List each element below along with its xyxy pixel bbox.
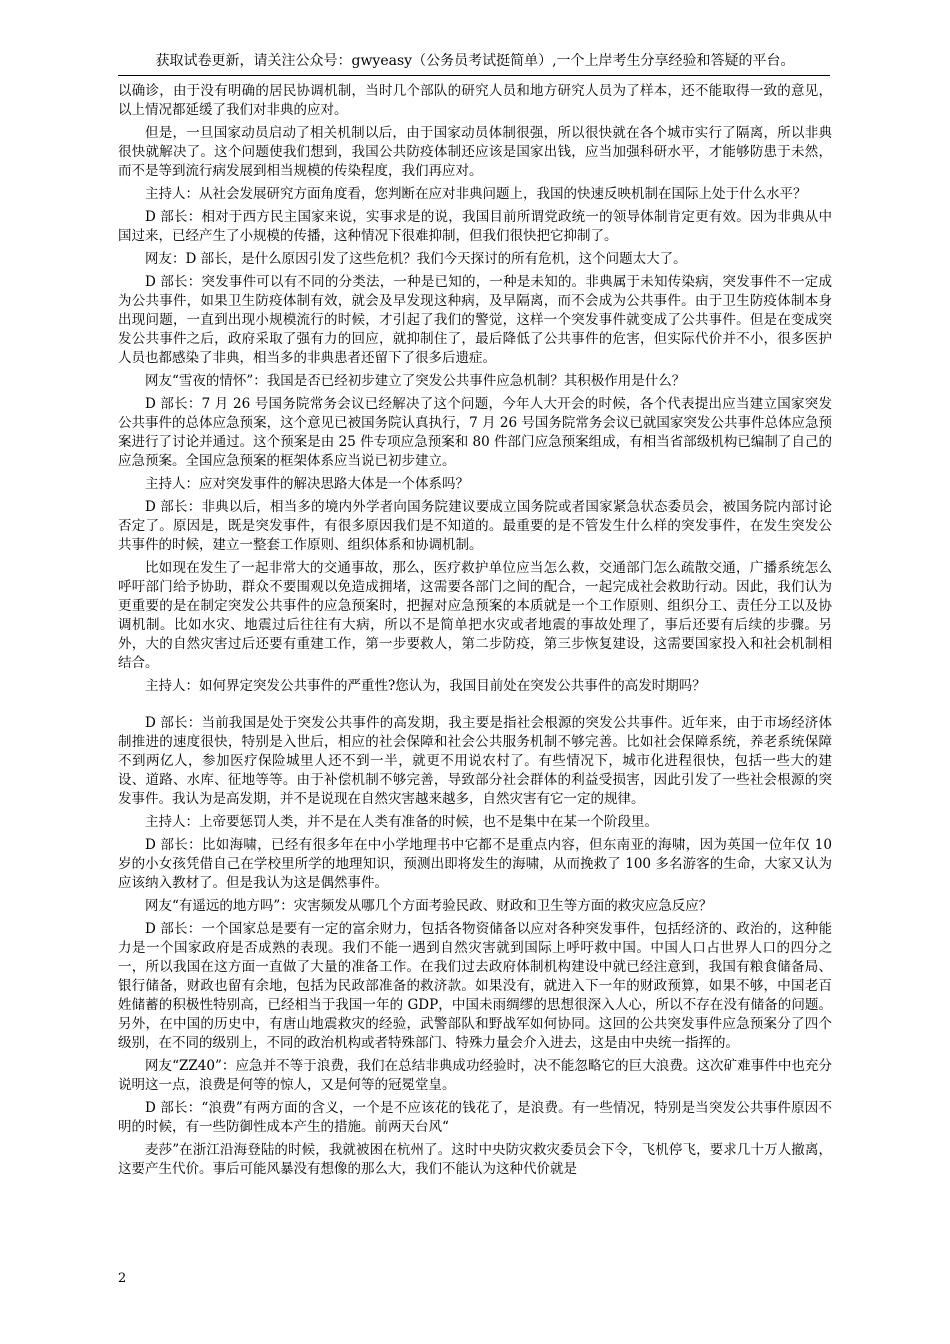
document-body	[118, 82, 832, 1183]
paragraph: 主持人：应对突发事件的解决思路大体是一个体系吗？	[145, 476, 469, 492]
paragraph: D 部长：比如海啸，已经有很多年在中小学地理书中它都不是重点内容，但东南亚的海啸，因为英国一位年仅 10 岁的小女孩凭借自己在学校里所学的地理知识，预测出即将发生的海啸，从而挽救了 100 多名游客的生命，大家又认为应该纳入教材了。但是我认为这是偶然事件。	[118, 837, 832, 891]
paragraph: D 部长：当前我国是处于突发公共事件的高发期，我主要是指社会根源的突发公共事件。近年来，由于市场经济体制推进的速度很快，特别是入世后，相应的社会保障和社会公共服务机制不够完善。比如社会保障系统，养老系统保障不到两亿人，参加医疗保险城里人还不到一半，就更不用说农村了。有些情况下，城市化进程很快，包括一些大的建设、道路、水库、征地等等。由于补偿机制不够完善，导致部分社会群体的利益受损害，因此引发了一些社会根源的突发事件。我认为是高发期，并不是说现在自然灾害越来越多，自然灾害有它一定的规律。	[118, 715, 832, 807]
paragraph: 麦莎”在浙江沿海登陆的时候，我就被困在杭州了。这时中央防灾救灾委员会下令，飞机停飞，要求几十万人撤离，这要产生代价。事后可能风暴没有想像的那么大，我们不能认为这种代价就是	[118, 1142, 832, 1177]
paragraph: D 部长：突发事件可以有不同的分类法，一种是已知的，一种是未知的。非典属于未知传染病，突发事件不一定成为公共事件，如果卫生防疫体制有效，就会及早发现这种病，及早隔离，而不会成为公共事件。由于卫生防疫体制本身出现问题，一直到出现小规模流行的时候，才引起了我们的警觉，这样一个突发事件就变成了公共事件。但是在变成突发公共事件之后，政府采取了强有力的回应，就抑制住了，最后降低了公共事件的危害，但实际代价并不小，很多医护人员也都感染了非典，相当多的非典患者还留下了很多后遗症。	[118, 274, 832, 366]
paragraph: D 部长：一个国家总是要有一定的富余财力，包括各物资储备以应对各种突发事件，包括经济的、政治的，这种能力是一个国家政府是否成熟的表现。我们不能一遇到自然灾害就到国际上呼吁救中国。中国人口占世界人口的四分之一，所以我国在这方面一直做了大量的准备工作。在我们过去政府体制机构建设中就已经注意到，我国有粮食储备局、银行储备，财政也留有余地，包括为民政部准备的救济款。如果没有，就进入下一年的财政预算，如果不够，中国老百姓储蓄的积极性特别高，已经相当于我国一年的 GDP，中国未雨绸缪的思想很深入人心，所以不存在没有储备的问题。另外，在中国的历史中，有唐山地震救灾的经验，武警部队和野战军如何协同。这回的公共突发事件应急预案分了四个级别，在不同的级别上，不同的政治机构或者特殊部门、特殊力量会介入进去，这是由中央统一指挥的。	[118, 921, 832, 1051]
paragraph: 主持人：上帝要惩罚人类，并不是在人类有准备的时候，也不是集中在某一个阶段里。	[145, 814, 658, 830]
paragraph: 以确诊，由于没有明确的居民协调机制，当时几个部队的研究人员和地方研究人员为了样本，还不能取得一致的意见，以上情况都延缓了我们对非典的应对。	[118, 83, 832, 118]
page-number: 2	[118, 1271, 127, 1286]
paragraph: D 部长：相对于西方民主国家来说，实事求是的说，我国目前所谓党政统一的领导体制肯定更有效。因为非典从中国过来，已经产生了小规模的传播，这种情况下很难抑制，但我们很快把它抑制了。	[118, 209, 832, 244]
paragraph: 网友：D 部长，是什么原因引发了这些危机？我们今天探讨的所有危机，这个问题太大了。	[145, 251, 687, 267]
paragraph: 网友“雪夜的情怀”：我国是否已经初步建立了突发公共事件应急机制？其积极作用是什么？	[145, 373, 686, 389]
page-header: 获取试卷更新，请关注公众号：gwyeasy（公务员考试挺简单）,一个上岸考生分享经验和答疑的平台。	[155, 53, 795, 69]
paragraph: 但是，一旦国家动员启动了相关机制以后，由于国家动员体制很强，所以很快就在各个城市实行了隔离，所以非典很快就解决了。这个问题使我们想到，我国公共防疫体制还应该是国家出钱，应当加强科研水平，才能够防患于未然，而不是等到流行病发展到相当规模的传染程度，我们再应对。	[118, 125, 832, 179]
paragraph: 主持人：如何界定突发公共事件的严重性?您认为，我国目前处在突发公共事件的高发时期吗？	[145, 678, 706, 694]
paragraph: 比如现在发生了一起非常大的交通事故，那么，医疗救护单位应当怎么救，交通部门怎么疏散交通，广播系统怎么呼吁部门给予协助，群众不要围观以免造成拥堵，这需要各部门之间的配合，一起完成社会救助行动。因此，我们认为更重要的是在制定突发公共事件的应急预案时，把握对应急预案的本质就是一个工作原则、组织分工、责任分工以及协调机制。比如水灾、地震过后往往有大病，所以不是简单把水灾或者地震的事故处理了，事后还要有后续的步骤。另外，大的自然灾害过后还要有重建工作，第一步要救人，第二步防疫，第三步恢复建设，这需要国家投入和社会机制相结合。	[118, 560, 832, 671]
paragraph: 网友“ZZ40”：应急并不等于浪费，我们在总结非典成功经验时，决不能忽略它的巨大浪费。这次矿难事件中也充分说明这一点，浪费是何等的惊人，又是何等的冠冕堂皇。	[118, 1058, 832, 1093]
paragraph: 主持人：从社会发展研究方面角度看，您判断在应对非典问题上，我国的快速反映机制在国际上处于什么水平？	[145, 186, 807, 202]
header-rule	[118, 75, 830, 76]
paragraph: D 部长：“浪费”有两方面的含义，一个是不应该花的钱花了，是浪费。有一些情况，特别是当突发公共事件原因不明的时候，有一些防御性成本产生的措施。前两天台风“	[118, 1100, 832, 1135]
paragraph: D 部长：7 月 26 号国务院常务会议已经解决了这个问题，今年人大开会的时候，各个代表提出应当建立国家突发公共事件的总体应急预案，这个意见已被国务院认真执行，7 月 26 号国务院常务会议已就国家突发公共事件总体应急预案进行了讨论并通过。这个预案是由 25 件专项应急预案和 80 件部门应急预案组成，有相当省部级机构已编制了自己的应急预案。全国应急预案的框架体系应当说已初步建立。	[118, 396, 832, 469]
paragraph: D 部长：非典以后，相当多的境内外学者向国务院建议要成立国务院或者国家紧急状态委员会，被国务院内部讨论否定了。原因是，既是突发事件，有很多原因我们是不知道的。最重要的是不管发生什么样的突发事件，在发生突发公共事件的时候，建立一整套工作原则、组织体系和协调机制。	[118, 499, 832, 553]
paragraph: 网友“有遥远的地方吗”：灾害频发从哪几个方面考验民政、财政和卫生等方面的救灾应急反应？	[145, 898, 713, 914]
